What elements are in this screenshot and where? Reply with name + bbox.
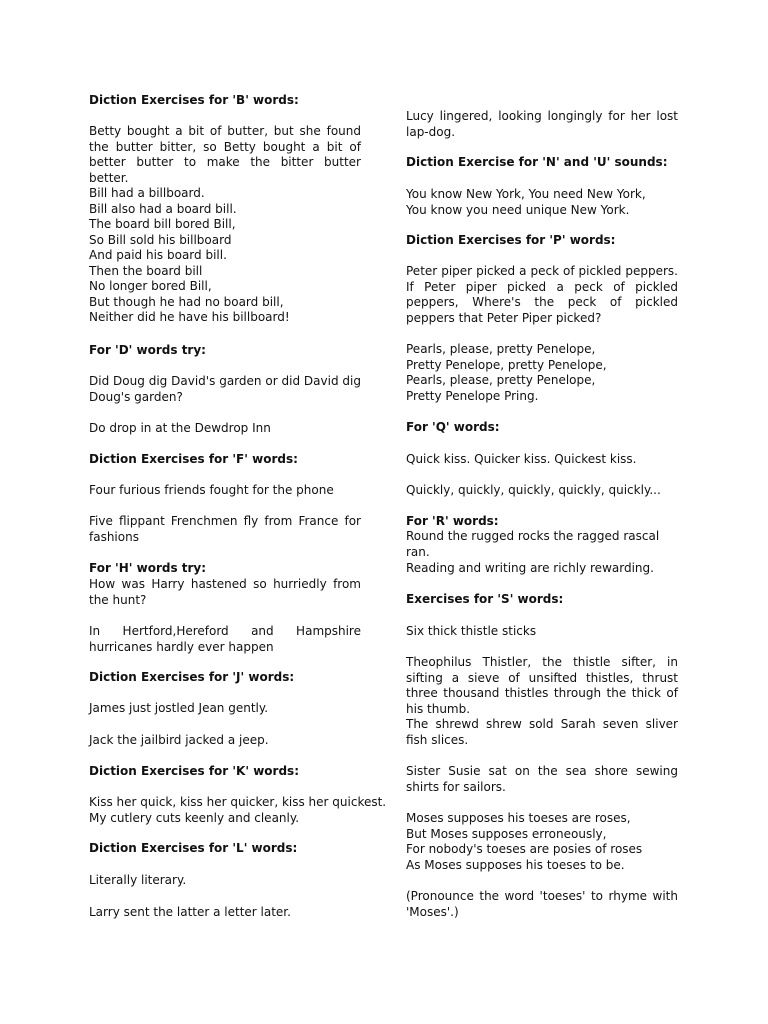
f-friends-paragraph: Four furious friends fought for the phone xyxy=(89,483,334,497)
l-lucy-paragraph: Lucy lingered, looking longingly for her lost lap-dog. xyxy=(406,109,678,139)
s-thistle-paragraph: Six thick thistle sticks xyxy=(406,624,537,638)
j-words-heading: Diction Exercises for 'J' words: xyxy=(89,670,295,684)
verse-line: But though he had no board bill, xyxy=(89,294,284,309)
h-hertford-paragraph: In Hertford,Hereford and Hampshire hurricanes hardly ever happen xyxy=(89,624,361,654)
verse-line: And paid his board bill. xyxy=(89,248,227,262)
b-billboard-verse xyxy=(89,186,361,326)
l-literary-paragraph: Literally literary. xyxy=(89,873,187,887)
b-words-heading: Diction Exercises for 'B' words: xyxy=(89,93,299,107)
verse-line: Pearls, please, pretty Penelope, xyxy=(406,342,596,356)
d-dewdrop-paragraph: Do drop in at the Dewdrop Inn xyxy=(89,421,271,435)
s-susie-paragraph: Sister Susie sat on the sea shore sewing shirts for sailors. xyxy=(406,764,678,794)
verse-line: But Moses supposes erroneously, xyxy=(406,826,607,841)
p-pearls-verse xyxy=(406,342,678,404)
h-words-heading: For 'H' words try: xyxy=(89,561,207,575)
nu-line: You know New York, You need New York, xyxy=(406,187,646,201)
verse-line: Pearls, please, pretty Penelope, xyxy=(406,373,596,387)
r-reading-paragraph: Reading and writing are richly rewarding. xyxy=(406,561,654,575)
k-line: My cutlery cuts keenly and cleanly. xyxy=(89,810,300,825)
l-words-heading: Diction Exercises for 'L' words: xyxy=(89,841,298,855)
verse-line: Bill also had a board bill. xyxy=(89,201,237,216)
k-lines xyxy=(89,795,387,826)
q-kiss-paragraph: Quick kiss. Quicker kiss. Quickest kiss. xyxy=(406,452,637,466)
nu-line: You know you need unique New York. xyxy=(406,202,630,217)
r-words-heading: For 'R' words: xyxy=(406,514,499,528)
p-words-heading: Diction Exercises for 'P' words: xyxy=(406,233,616,247)
k-line: Kiss her quick, kiss her quicker, kiss her quickest. xyxy=(89,795,387,809)
s-theophilus-paragraph: Theophilus Thistler, the thistle sifter, in sifting a sieve of unsifted thistles, thrust three thousand thistles through the thick of his thumb. xyxy=(406,655,678,716)
nu-sounds-heading: Diction Exercise for 'N' and 'U' sounds: xyxy=(406,155,668,169)
verse-line: Bill had a billboard. xyxy=(89,186,205,200)
verse-line: For nobody's toeses are posies of roses xyxy=(406,842,643,856)
d-doug-paragraph: Did Doug dig David's garden or did David dig Doug's garden? xyxy=(89,374,361,404)
verse-line: So Bill sold his billboard xyxy=(89,232,232,247)
s-words-heading: Exercises for 'S' words: xyxy=(406,592,564,606)
f-words-heading: Diction Exercises for 'F' words: xyxy=(89,452,298,466)
s-pronunciation-note: (Pronounce the word 'toeses' to rhyme with 'Moses'.) xyxy=(406,889,678,919)
p-piper-paragraph: Peter piper picked a peck of pickled peppers. If Peter piper picked a peck of pickled peppers, Where's the peck of pickled peppers that Peter Piper picked? xyxy=(406,264,678,325)
verse-line: The board bill bored Bill, xyxy=(89,217,236,231)
q-words-heading: For 'Q' words: xyxy=(406,420,500,434)
q-quickly-paragraph: Quickly, quickly, quickly, quickly, quickly... xyxy=(406,483,661,497)
verse-line: As Moses supposes his toeses to be. xyxy=(406,857,625,872)
j-james-paragraph: James just jostled Jean gently. xyxy=(89,701,269,715)
verse-line: Pretty Penelope Pring. xyxy=(406,388,539,403)
s-shrew-paragraph: The shrewd shrew sold Sarah seven sliver fish slices. xyxy=(406,717,678,747)
verse-line: Pretty Penelope, pretty Penelope, xyxy=(406,357,607,372)
k-words-heading: Diction Exercises for 'K' words: xyxy=(89,764,299,778)
f-frenchmen-paragraph: Five flippant Frenchmen fly from France for fashions xyxy=(89,514,361,544)
s-moses-verse xyxy=(406,811,678,873)
verse-line: Moses supposes his toeses are roses, xyxy=(406,811,631,825)
r-rocks-paragraph: Round the rugged rocks the ragged rascal ran. xyxy=(406,529,660,559)
verse-line: Then the board bill xyxy=(89,263,203,278)
j-jack-paragraph: Jack the jailbird jacked a jeep. xyxy=(89,733,269,747)
d-words-heading: For 'D' words try: xyxy=(89,343,206,357)
l-larry-paragraph: Larry sent the latter a letter later. xyxy=(89,905,291,919)
h-harry-paragraph: How was Harry hastened so hurriedly from the hunt? xyxy=(89,577,361,607)
nu-lines xyxy=(406,187,678,218)
verse-line: No longer bored Bill, xyxy=(89,279,212,293)
b-butter-paragraph: Betty bought a bit of butter, but she found the butter bitter, so Betty bought a bit of better butter to make the bitter butter better. xyxy=(89,124,361,185)
verse-line: Neither did he have his billboard! xyxy=(89,310,290,324)
